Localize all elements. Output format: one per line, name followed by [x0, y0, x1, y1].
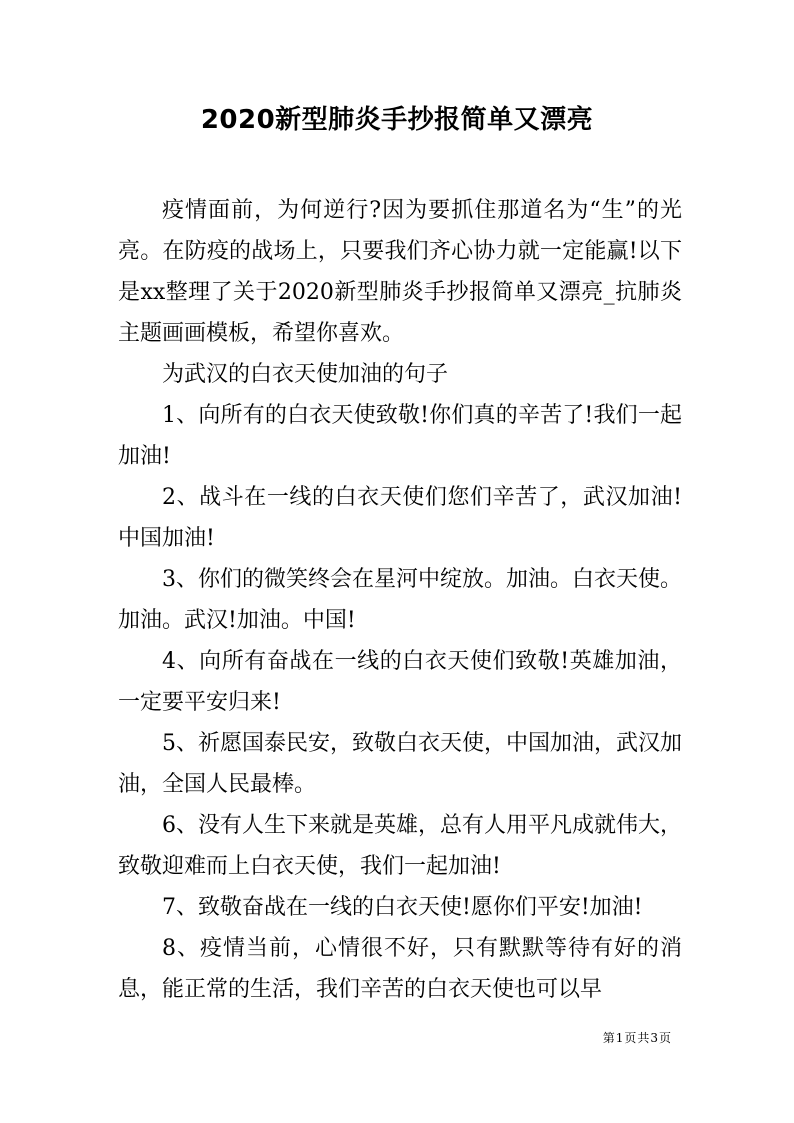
document-title: 2020新型肺炎手抄报简单又漂亮	[200, 105, 594, 135]
paragraph-item: 3、你们的微笑终会在星河中绽放。加油。白衣天使。加油。武汉!加油。中国!	[118, 567, 682, 633]
page-number-footer: 第1页共3页	[602, 1031, 672, 1045]
paragraph-item: 2、战斗在一线的白衣天使们您们辛苦了，武汉加油!中国加油!	[118, 485, 682, 551]
paragraph-item: 8、疫情当前，心情很不好，只有默默等待有好的消息，能正常的生活，我们辛苦的白衣天使也可以早	[118, 936, 682, 1002]
document-body	[118, 190, 682, 1010]
paragraph-item: 5、祈愿国泰民安，致敬白衣天使，中国加油，武汉加油，全国人民最棒。	[118, 731, 682, 797]
paragraph-item: 6、没有人生下来就是英雄，总有人用平凡成就伟大，致敬迎难而上白衣天使，我们一起加油!	[118, 813, 682, 879]
paragraph-item: 4、向所有奋战在一线的白衣天使们致敬!英雄加油，一定要平安归来!	[118, 649, 682, 715]
paragraph-heading: 为武汉的白衣天使加油的句子	[162, 362, 449, 387]
paragraph-item: 1、向所有的白衣天使致敬!你们真的辛苦了!我们一起加油!	[118, 403, 682, 469]
paragraph-intro: 疫情面前，为何逆行?因为要抓住那道名为“生”的光亮。在防疫的战场上，只要我们齐心协力就一定能赢!以下是xx整理了关于2020新型肺炎手抄报简单又漂亮_抗肺炎主题画画模板，希望你喜欢。	[118, 198, 682, 346]
paragraph-item: 7、致敬奋战在一线的白衣天使!愿你们平安!加油!	[162, 895, 643, 920]
